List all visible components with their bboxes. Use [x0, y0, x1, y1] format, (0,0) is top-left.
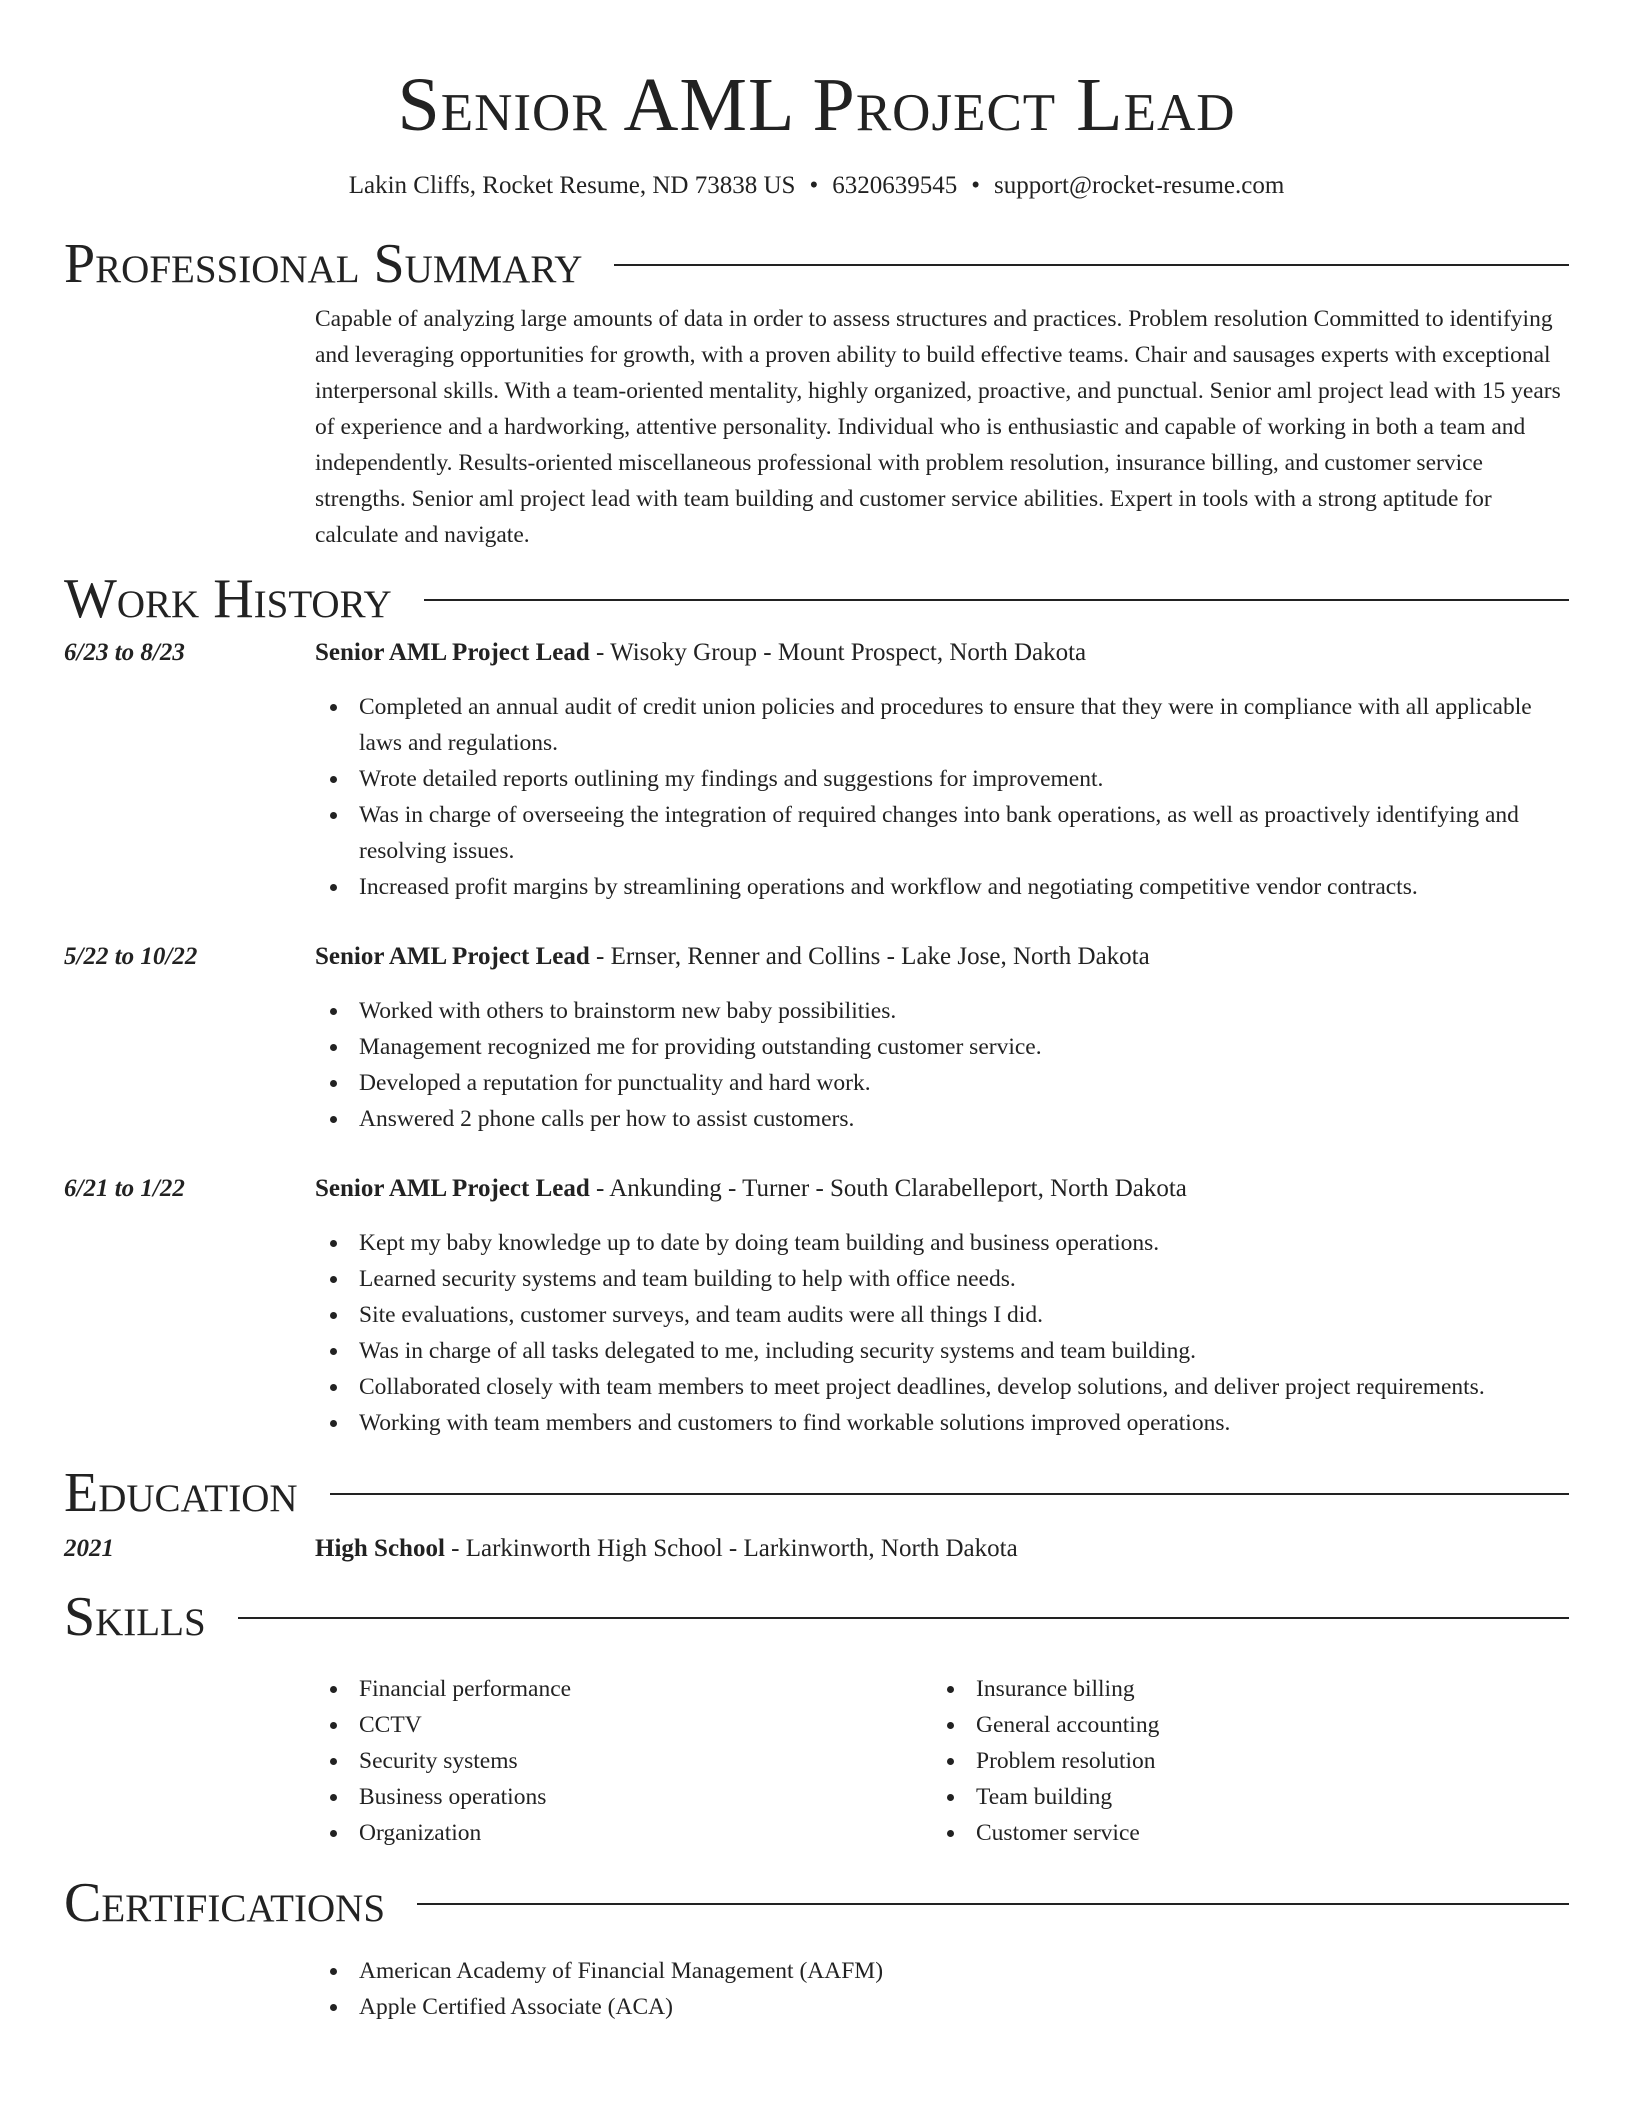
job-bullet: Was in charge of overseeing the integration of required changes into bank operations, as well as proactively identifying and resolving issues.	[359, 797, 1569, 869]
section-divider	[424, 599, 1569, 601]
skill-item: Financial performance	[359, 1671, 932, 1707]
job-bullet: Wrote detailed reports outlining my findings and suggestions for improvement.	[359, 761, 1569, 797]
contact-line	[64, 170, 1569, 202]
job-bullet: Worked with others to brainstorm new baby possibilities.	[359, 993, 1569, 1029]
job-bullets	[315, 1225, 1569, 1441]
job-title-line	[315, 939, 1569, 975]
job-bullet: Learned security systems and team building to help with office needs.	[359, 1261, 1569, 1297]
job-bullet: Site evaluations, customer surveys, and team audits were all things I did.	[359, 1297, 1569, 1333]
job-dates: 6/21 to 1/22	[64, 1175, 185, 1202]
education-body	[315, 1531, 1569, 1567]
job-entry	[64, 1171, 1569, 1441]
job-employer: - Wisoky Group - Mount Prospect, North Dakota	[589, 639, 1087, 666]
summary-heading: Professional Summary	[64, 233, 583, 295]
job-entry	[64, 635, 1569, 905]
skill-item: General accounting	[976, 1707, 1549, 1743]
job-title: Senior AML Project Lead	[315, 1175, 590, 1202]
resume-name: Senior AML Project Lead	[397, 63, 1236, 147]
job-dates: 5/22 to 10/22	[64, 943, 198, 970]
contact-email: support@rocket-resume.com	[993, 172, 1285, 199]
education-heading: Education	[64, 1462, 298, 1524]
job-title: Senior AML Project Lead	[315, 639, 590, 666]
education-degree: High School	[315, 1535, 445, 1562]
summary-section-header	[64, 234, 1569, 294]
certifications-body	[315, 1953, 1569, 2025]
skills-list-left	[315, 1671, 932, 1851]
job-bullet: Completed an annual audit of credit union policies and procedures to ensure that they were in compliance with all applicable laws and regulations.	[359, 689, 1569, 761]
contact-address: Lakin Cliffs, Rocket Resume, ND 73838 US	[348, 172, 796, 199]
job-title-line	[315, 635, 1569, 671]
certifications-row	[64, 1953, 1569, 2025]
summary-body	[315, 301, 1569, 553]
resume-page	[64, 0, 1569, 2025]
job-bullet: Collaborated closely with team members to meet project deadlines, develop solutions, and deliver project requirements.	[359, 1369, 1569, 1405]
skills-row	[64, 1671, 1569, 1851]
skills-list-right	[932, 1671, 1549, 1851]
section-divider	[614, 264, 1569, 266]
skill-item: Insurance billing	[976, 1671, 1549, 1707]
certifications-list	[315, 1953, 1569, 2025]
job-body	[315, 635, 1569, 905]
certifications-section-header	[64, 1873, 1569, 1933]
skills-heading: Skills	[64, 1586, 206, 1648]
skill-item: Business operations	[359, 1779, 932, 1815]
job-title: Senior AML Project Lead	[315, 943, 590, 970]
section-divider	[238, 1617, 1569, 1619]
contact-separator: •	[971, 172, 980, 199]
job-bullet: Answered 2 phone calls per how to assist customers.	[359, 1101, 1569, 1137]
job-employer: - Ernser, Renner and Collins - Lake Jose, North Dakota	[589, 943, 1150, 970]
job-employer: - Ankunding - Turner - South Clarabelleport, North Dakota	[589, 1175, 1187, 1202]
job-bullets	[315, 993, 1569, 1137]
section-divider	[330, 1493, 1569, 1495]
education-section-header	[64, 1463, 1569, 1523]
skill-item: Problem resolution	[976, 1743, 1549, 1779]
certification-item: American Academy of Financial Management (AAFM)	[359, 1953, 1569, 1989]
work-section-header	[64, 569, 1569, 629]
work-heading: Work History	[64, 568, 392, 630]
section-divider	[417, 1903, 1569, 1905]
education-year: 2021	[64, 1535, 114, 1562]
job-dates: 6/23 to 8/23	[64, 639, 185, 666]
job-bullet: Kept my baby knowledge up to date by doing team building and business operations.	[359, 1225, 1569, 1261]
education-school: - Larkinworth High School - Larkinworth, North Dakota	[444, 1535, 1018, 1562]
skills-grid	[315, 1671, 1569, 1851]
contact-phone: 6320639545	[832, 172, 958, 199]
certifications-heading: Certifications	[64, 1872, 386, 1934]
skills-body	[315, 1671, 1569, 1851]
skill-item: Organization	[359, 1815, 932, 1851]
skill-item: Team building	[976, 1779, 1549, 1815]
job-bullet: Was in charge of all tasks delegated to me, including security systems and team building.	[359, 1333, 1569, 1369]
skills-section-header	[64, 1587, 1569, 1647]
skills-spacer	[64, 1671, 315, 1851]
job-bullet: Working with team members and customers to find workable solutions improved operations.	[359, 1405, 1569, 1441]
job-body	[315, 939, 1569, 1137]
job-body	[315, 1171, 1569, 1441]
summary-row	[64, 301, 1569, 553]
summary-spacer	[64, 301, 315, 553]
job-title-line	[315, 1171, 1569, 1207]
skill-item: CCTV	[359, 1707, 932, 1743]
job-bullet: Developed a reputation for punctuality and hard work.	[359, 1065, 1569, 1101]
job-bullet: Increased profit margins by streamlining operations and workflow and negotiating competitive vendor contracts.	[359, 869, 1569, 905]
job-bullets	[315, 689, 1569, 905]
certifications-spacer	[64, 1953, 315, 2025]
education-entry	[64, 1531, 1569, 1567]
skill-item: Security systems	[359, 1743, 932, 1779]
education-line	[315, 1531, 1569, 1567]
summary-text: Capable of analyzing large amounts of data in order to assess structures and practices. Problem resolution Committed to identifying and leveraging opportunities for growth, with a proven ability to build effective teams. Chair and sausages experts with exceptional interpersonal skills. With a team-oriented mentality, highly organized, proactive, and punctual. Senior aml project lead with 15 years of experience and a hardworking, attentive personality. Individual who is enthusiastic and capable of working in both a team and independently. Results-oriented miscellaneous professional with problem resolution, insurance billing, and customer service strengths. Senior aml project lead with team building and customer service abilities. Expert in tools with a strong aptitude for calculate and navigate.	[315, 306, 1561, 548]
job-entry	[64, 939, 1569, 1137]
certification-item: Apple Certified Associate (ACA)	[359, 1989, 1569, 2025]
job-bullet: Management recognized me for providing outstanding customer service.	[359, 1029, 1569, 1065]
skill-item: Customer service	[976, 1815, 1549, 1851]
contact-separator: •	[809, 172, 819, 199]
